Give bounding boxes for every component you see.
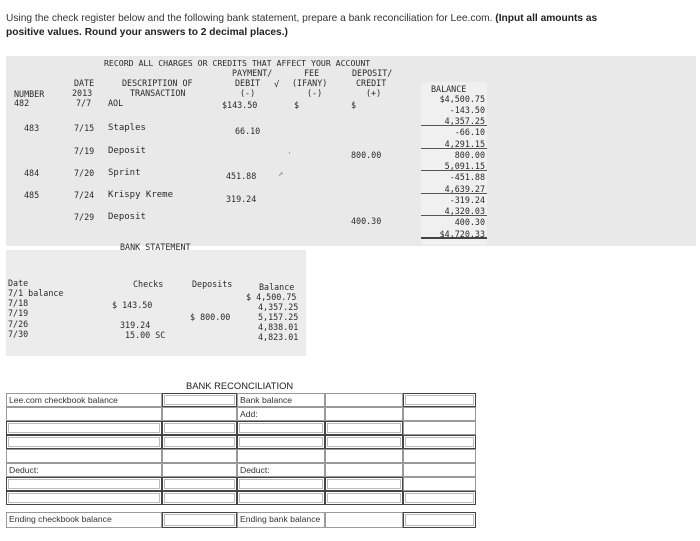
row-description: Staples: [108, 123, 146, 133]
header-number: NUMBER: [14, 89, 45, 99]
reconciliation-row: [6, 463, 696, 477]
row-description: Sprint: [108, 168, 141, 178]
row-date: 7/20: [74, 168, 95, 178]
row-description: Deposit: [108, 146, 146, 156]
row-number: 485: [24, 190, 40, 200]
balance-value: 4,357.25: [421, 116, 487, 126]
header-description-1: DESCRIPTION OF: [122, 78, 193, 88]
bank-statement: [6, 242, 306, 356]
blank-cell: [162, 449, 237, 463]
ending-bank-amount-input[interactable]: [403, 512, 476, 528]
add-label: Add:: [237, 407, 325, 421]
add-item-name-input[interactable]: [237, 435, 325, 449]
deduct-bank-item-amount-input[interactable]: [325, 491, 403, 505]
statement-header-checks: Checks: [133, 279, 164, 289]
statement-row-date: 7/18: [8, 298, 29, 308]
register-title: RECORD ALL CHARGES OR CREDITS THAT AFFECT YOUR ACCOUNT: [104, 58, 371, 68]
row-description: Krispy Kreme: [108, 190, 174, 200]
header-date: DATE: [74, 78, 95, 88]
balance-value: 800.00: [454, 150, 485, 160]
blank-cell: [403, 449, 476, 463]
balance-value: -66.10: [454, 127, 485, 137]
statement-row-deposits: $ 800.00: [190, 312, 231, 322]
check-register: [6, 56, 696, 246]
header-deposit-3: (+): [366, 88, 382, 98]
header-payment-1: PAYMENT/: [232, 68, 273, 78]
instructions-bold-1: (Input all amounts as: [495, 13, 598, 24]
statement-row-checks: 15.00 SC: [125, 330, 166, 340]
statement-header-balance: Balance: [259, 282, 295, 292]
deduct-left-label: Deduct:: [6, 463, 162, 477]
row-credit: 400.30: [351, 216, 382, 226]
blank-cell: [403, 463, 476, 477]
balance-value: -319.24: [449, 195, 485, 205]
checkbook-item-name-input[interactable]: [6, 435, 162, 449]
header-fee-2: (IFANY): [292, 78, 328, 88]
deduct-item-name-input[interactable]: [6, 491, 162, 505]
ending-checkbook-label: Ending checkbook balance: [6, 512, 162, 528]
deduct-item-name-input[interactable]: [6, 477, 162, 491]
header-check: √: [274, 79, 280, 89]
mark-icon: ·: [287, 148, 293, 158]
reconciliation-row: [6, 393, 696, 407]
statement-title: BANK STATEMENT: [120, 242, 191, 252]
blank-cell: [237, 449, 325, 463]
reconciliation-row: [6, 491, 696, 505]
checkbook-item-amount-input[interactable]: [162, 435, 237, 449]
header-payment-3: (-): [240, 88, 256, 98]
reconciliation-table: [6, 393, 696, 539]
header-balance: BALANCE: [431, 84, 467, 94]
statement-row-checks: $ 143.50: [112, 300, 153, 310]
deduct-bank-item-name-input[interactable]: [237, 477, 325, 491]
row-credit: $: [351, 100, 357, 110]
deduct-bank-item-amount-input[interactable]: [325, 477, 403, 491]
add-item-amount-input[interactable]: [325, 435, 403, 449]
balance-value: 4,639.27: [421, 184, 487, 194]
balance-value: $4,500.75: [439, 94, 485, 104]
statement-row-checks: 319.24: [120, 320, 151, 330]
statement-row-balance: 4,823.01: [258, 332, 299, 342]
row-number: 482: [14, 98, 30, 108]
balance-value: 5,091.15: [421, 161, 487, 171]
checkbook-blank: [6, 407, 162, 421]
deduct-item-amount-input[interactable]: [162, 477, 237, 491]
add-item-name-input[interactable]: [237, 421, 325, 435]
add-blank: [403, 407, 476, 421]
bank-balance-amount-input[interactable]: [403, 393, 476, 407]
row-date: 7/19: [74, 146, 95, 156]
reconciliation-row: [6, 477, 696, 491]
checkbook-blank: [162, 407, 237, 421]
row-date: 7/29: [74, 212, 95, 222]
header-fee-3: (-): [307, 88, 323, 98]
row-number: 483: [24, 123, 40, 133]
balance-value: $4,720.33: [421, 229, 487, 239]
statement-row-balance: 5,157.25: [258, 312, 299, 322]
deduct-total-input[interactable]: [403, 491, 476, 505]
row-description: AOL: [108, 98, 124, 108]
row-description: Deposit: [108, 212, 146, 222]
instructions: [6, 12, 696, 40]
mark-icon: ↗: [278, 168, 284, 178]
reconciliation-row: [6, 435, 696, 449]
instructions-bold-2: positive values. Round your answers to 2 decimal places.): [6, 27, 288, 38]
blank-cell: [325, 449, 403, 463]
checkbook-item-name-input[interactable]: [6, 421, 162, 435]
blank-cell: [162, 463, 237, 477]
row-number: 484: [24, 168, 40, 178]
balance-value: 400.30: [454, 217, 485, 227]
statement-row-date: 7/26: [8, 319, 29, 329]
blank-cell: [403, 477, 476, 491]
add-item-amount-input[interactable]: [325, 421, 403, 435]
checkbook-item-amount-input[interactable]: [162, 421, 237, 435]
statement-row-balance: 4,357.25: [258, 302, 299, 312]
statement-header-deposits: Deposits: [192, 279, 233, 289]
deduct-bank-item-name-input[interactable]: [237, 491, 325, 505]
checkbook-balance-label: Lee.com checkbook balance: [6, 393, 162, 407]
header-deposit-1: DEPOSIT/: [352, 68, 393, 78]
row-debit: $143.50: [222, 100, 258, 110]
row-date: 7/7: [76, 98, 92, 108]
statement-row-balance: 4,838.01: [258, 322, 299, 332]
row-debit: 319.24: [226, 194, 257, 204]
checkbook-balance-amount-input[interactable]: [162, 393, 237, 407]
blank-cell: [325, 512, 403, 528]
row-credit: 800.00: [351, 150, 382, 160]
row-fee: $: [294, 100, 300, 110]
deduct-item-amount-input[interactable]: [162, 491, 237, 505]
statement-row-date: 7/19: [8, 308, 29, 318]
bank-balance-blank: [325, 393, 403, 407]
ending-bank-label: Ending bank balance: [237, 512, 325, 528]
reconciliation-row: [6, 407, 696, 421]
header-deposit-2: CREDIT: [356, 78, 387, 88]
row-date: 7/24: [74, 190, 95, 200]
reconciliation-row: [6, 512, 696, 528]
blank-cell: [6, 449, 162, 463]
blank-cell: [325, 463, 403, 477]
row-date: 7/15: [74, 123, 95, 133]
add-total-input[interactable]: [403, 435, 476, 449]
header-payment-2: DEBIT: [235, 78, 261, 88]
instructions-text: Using the check register below and the following bank statement, prepare a bank reconciliation for Lee.com.: [6, 13, 493, 24]
deduct-right-label: Deduct:: [237, 463, 325, 477]
statement-row-date: 7/1 balance: [8, 288, 64, 298]
add-total-blank: [403, 421, 476, 435]
statement-row-date: 7/30: [8, 329, 29, 339]
reconciliation-title: BANK RECONCILIATION: [186, 380, 294, 391]
statement-header-date: Date: [8, 278, 29, 288]
bank-balance-label: Bank balance: [237, 393, 325, 407]
header-description-2: TRANSACTION: [130, 88, 186, 98]
reconciliation-row: [6, 421, 696, 435]
balance-value: 4,291.15: [421, 139, 487, 149]
balance-value: -143.50: [449, 105, 485, 115]
reconciliation-row: [6, 449, 696, 463]
ending-checkbook-amount-input[interactable]: [162, 512, 237, 528]
row-debit: 451.88: [226, 171, 257, 181]
balance-value: -451.88: [449, 172, 485, 182]
row-debit: 66.10: [235, 126, 261, 136]
statement-row-balance: $ 4,500.75: [246, 292, 297, 302]
balance-value: 4,320.03: [421, 206, 487, 216]
add-blank: [325, 407, 403, 421]
header-year: 2013: [72, 88, 93, 98]
header-fee-1: FEE: [304, 68, 320, 78]
